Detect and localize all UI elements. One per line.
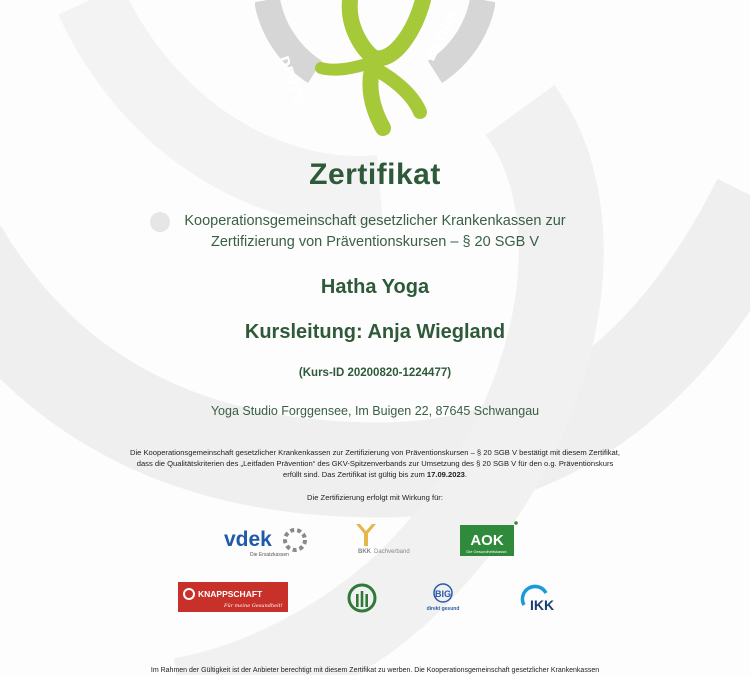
body-line-1: Die Kooperationsgemeinschaft gesetzlicher Krankenkassen zur Zertifizierung von Präventionskursen – § 20 SGB V bestätigt mit diesem Zertifikat, [129, 448, 621, 457]
subtitle-line-1: Kooperationsgemeinschaft gesetzlicher Krankenkassen zur [184, 213, 566, 229]
aok-logo [459, 520, 519, 558]
footer-text: Im Rahmen der Gültigkeit ist der Anbieter berechtigt mit diesem Zertifikat zu werben. Die Kooperationsgemeinschaft gesetzlicher Krankenkassen [150, 667, 600, 674]
certificate-title: Zertifikat [309, 158, 441, 191]
body-line-3-period: . [464, 470, 468, 479]
prevention-seal-icon [255, 0, 495, 150]
studio-address: Yoga Studio Forggensee, Im Buigen 22, 87645 Schwangau [210, 404, 540, 418]
course-leader: Kursleitung: Anja Wiegland [244, 321, 506, 343]
seal-ring-text-right: ENTION [423, 7, 463, 64]
effect-text: Die Zertifizierung erfolgt mit Wirkung für: [307, 493, 443, 502]
body-line-3-prefix: erfüllt sind. Das Zertifikat ist gültig bis zum [282, 470, 427, 479]
valid-until-date: 17.09.2023 [426, 470, 465, 479]
knappschaft-logo-tagline: Für meine Gesundheit! [224, 603, 283, 609]
seal-ring-text-left: DEUTS [275, 54, 306, 105]
big-logo-tagline: direkt gesund [426, 606, 460, 612]
certificate-body-text [95, 447, 655, 480]
big-direkt-gesund-logo [422, 583, 464, 613]
vdek-logo-tagline: Die Ersatzkassen [250, 552, 289, 558]
aok-logo-name: AOK [470, 532, 504, 549]
ikk-logo [520, 583, 566, 613]
big-logo-name: BIG [434, 589, 452, 599]
body-line-3 [95, 469, 655, 480]
vdek-logo [224, 524, 312, 558]
knappschaft-logo-name: KNAPPSCHAFT [198, 589, 263, 599]
subtitle-line-2: Zertifizierung von Präventionskursen – § 20 SGB V [210, 234, 540, 250]
knappschaft-logo [178, 582, 288, 612]
ikk-logo-name: IKK [530, 597, 555, 613]
course-name: Hatha Yoga [320, 276, 430, 298]
bkk-dachverband-logo [352, 522, 418, 558]
sbk-logo-icon [346, 582, 378, 614]
vdek-logo-name: vdek [224, 528, 272, 551]
bkk-logo-name: BKK [358, 549, 371, 555]
bkk-logo-tagline: Dachverband [374, 549, 410, 555]
body-line-2: dass die Qualitätskriterien des „Leitfaden Prävention“ des GKV-Spitzenverbands zur Umsetzung des § 20 SGB V für den o.g. Präventionskurs [136, 459, 614, 468]
certificate-subtitle [0, 211, 750, 253]
course-id: (Kurs-ID 20200820-1224477) [298, 367, 452, 379]
aok-logo-tagline: Die Gesundheitskasse. [466, 549, 508, 554]
